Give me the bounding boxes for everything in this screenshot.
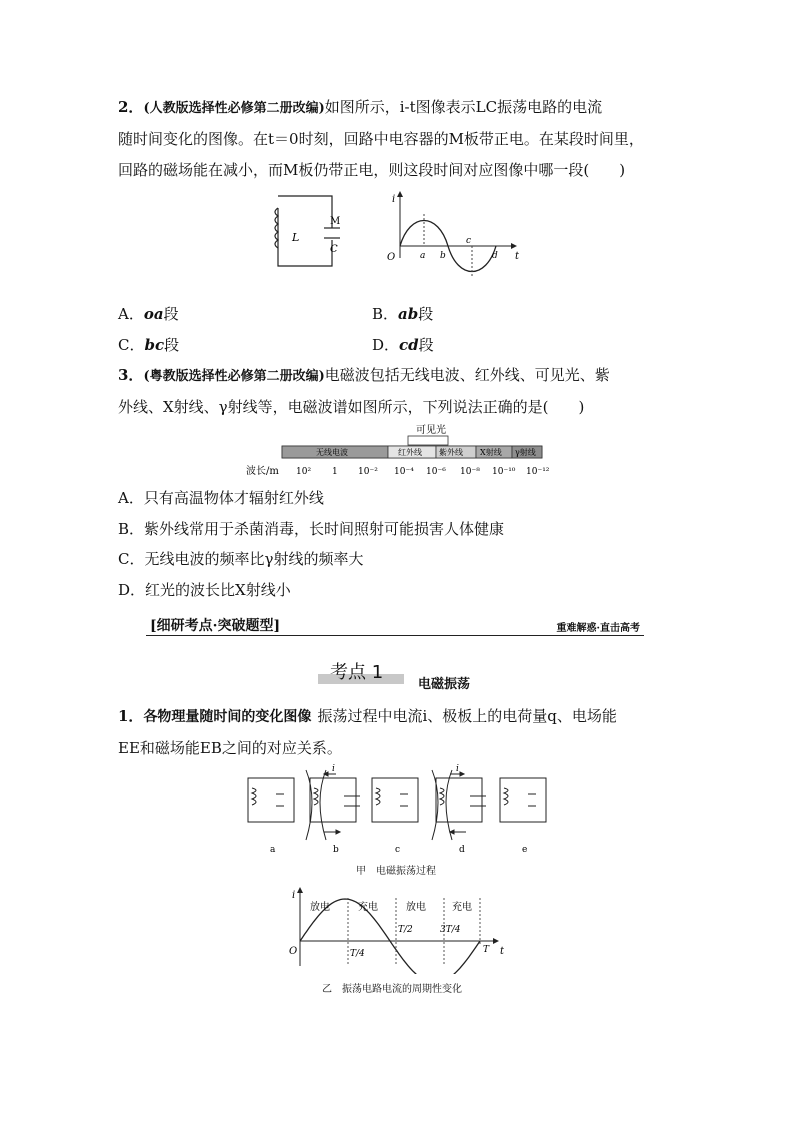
tick-2: 1 bbox=[332, 467, 338, 477]
q2-line1-text: 如图所示，i-t图像表示LC振荡电路的电流 bbox=[324, 98, 603, 116]
band-xray: X射线 bbox=[480, 448, 502, 457]
fig-jia-caption: 甲 电磁振荡过程 bbox=[356, 866, 436, 877]
tick-3t4: 3T/4 bbox=[440, 925, 461, 935]
option-letter: A． bbox=[118, 305, 144, 323]
p1-line1 bbox=[118, 706, 617, 727]
section-right: 重难解惑·直击高考 bbox=[556, 623, 640, 634]
tick-4: 10⁻⁴ bbox=[394, 467, 414, 477]
point-d: d bbox=[492, 251, 498, 261]
phase-4: 充电 bbox=[452, 902, 472, 913]
q3-line1-text: 电磁波包括无线电波、红外线、可见光、紫 bbox=[324, 366, 610, 384]
tick-3: 10⁻² bbox=[358, 467, 378, 477]
q3-option-d[interactable]: D．红光的波长比X射线小 bbox=[118, 581, 291, 599]
q2-option-c[interactable] bbox=[118, 335, 179, 355]
yi-axis-y: i bbox=[292, 890, 296, 901]
q3-option-c[interactable]: C．无线电波的频率比γ射线的频率大 bbox=[118, 550, 364, 568]
q2-number: 2． bbox=[118, 98, 144, 116]
point-a: a bbox=[420, 251, 426, 261]
section-header bbox=[146, 613, 644, 636]
band-radio: 无线电波 bbox=[316, 448, 348, 457]
p1-number: 1． bbox=[118, 707, 144, 725]
option-suffix: 段 bbox=[163, 305, 179, 323]
tick-t: T bbox=[483, 945, 490, 955]
visible-label: 可见光 bbox=[416, 425, 446, 436]
option-suffix: 段 bbox=[418, 336, 434, 354]
tick-7: 10⁻¹⁰ bbox=[492, 467, 516, 477]
phase-2: 充电 bbox=[358, 902, 378, 913]
q3-number: 3． bbox=[118, 366, 144, 384]
option-letter: C． bbox=[118, 336, 145, 354]
option-var: cd bbox=[399, 336, 419, 354]
q2-line1 bbox=[118, 97, 602, 119]
option-letter: B． bbox=[372, 305, 399, 323]
plate-label: M bbox=[330, 216, 341, 227]
option-letter: D． bbox=[372, 336, 400, 354]
tick-6: 10⁻⁸ bbox=[460, 467, 480, 477]
q2-figure bbox=[270, 188, 530, 288]
label-a: a bbox=[270, 845, 276, 855]
option-var: bc bbox=[144, 336, 165, 354]
q2-line3: 回路的磁场能在减小，而M板仍带正电，则这段时间对应图像中哪一段( ) bbox=[118, 161, 626, 179]
q2-line2: 随时间变化的图像。在t＝0时刻，回路中电容器的M板带正电。在某段时间里， bbox=[118, 130, 644, 148]
fig-yi-caption: 乙 振荡电路电流的周期性变化 bbox=[322, 984, 462, 995]
yi-axis-x: t bbox=[500, 946, 505, 957]
label-c: c bbox=[395, 845, 401, 855]
q3-line1 bbox=[118, 365, 610, 387]
q3-source: (粤教版选择性必修第二册改编) bbox=[143, 369, 325, 384]
it-graph bbox=[397, 191, 517, 278]
kaodian-title: 电磁振荡 bbox=[418, 677, 471, 692]
fig-jia bbox=[240, 762, 560, 858]
p1-line2: EE和磁场能EB之间的对应关系。 bbox=[118, 739, 342, 757]
yi-origin: O bbox=[289, 946, 298, 957]
q3-option-b[interactable]: B．紫外线常用于杀菌消毒，长时间照射可能损害人体健康 bbox=[118, 520, 505, 538]
band-uv: 紫外线 bbox=[439, 448, 463, 457]
option-var: ab bbox=[398, 305, 419, 323]
label-b: b bbox=[333, 845, 339, 855]
point-c: c bbox=[466, 236, 472, 246]
q3-option-a[interactable]: A．只有高温物体才辐射红外线 bbox=[118, 489, 324, 507]
label-e: e bbox=[522, 845, 528, 855]
p1-bold: 各物理量随时间的变化图像 bbox=[143, 709, 312, 725]
tick-8: 10⁻¹² bbox=[526, 467, 550, 477]
q2-option-a[interactable] bbox=[118, 304, 179, 324]
p1-rest: 振荡过程中电流i、极板上的电荷量q、电场能 bbox=[317, 707, 617, 725]
q2-option-d[interactable] bbox=[372, 335, 434, 355]
capacitor-label: C bbox=[330, 244, 338, 255]
tick-t2: T/2 bbox=[398, 925, 413, 935]
kaodian-badge bbox=[318, 658, 404, 684]
tick-t4: T/4 bbox=[350, 949, 365, 959]
current-label-2: i bbox=[456, 764, 459, 774]
section-left: [细研考点·突破题型] bbox=[150, 618, 281, 634]
q2-option-b[interactable] bbox=[372, 304, 433, 324]
option-suffix: 段 bbox=[164, 336, 180, 354]
graph-axis-x: t bbox=[515, 251, 520, 262]
band-gamma: γ射线 bbox=[515, 448, 536, 457]
graph-origin: O bbox=[387, 252, 396, 263]
tick-1: 10² bbox=[296, 467, 312, 477]
phase-1: 放电 bbox=[310, 902, 330, 913]
graph-axis-y: i bbox=[392, 194, 396, 205]
wavelength-label: 波长/m bbox=[246, 466, 279, 477]
inductor-label: L bbox=[292, 231, 300, 244]
badge-text: 考点 1 bbox=[330, 662, 384, 683]
q2-source: (人教版选择性必修第二册改编) bbox=[143, 101, 325, 116]
band-infrared: 红外线 bbox=[398, 448, 422, 457]
point-b: b bbox=[440, 251, 446, 261]
q3-line2: 外线、X射线、γ射线等，电磁波谱如图所示，下列说法正确的是( ) bbox=[118, 398, 585, 416]
lc-circuit bbox=[275, 196, 340, 266]
label-d: d bbox=[459, 845, 465, 855]
spectrum-figure bbox=[240, 424, 560, 480]
option-var: oa bbox=[143, 305, 164, 323]
tick-5: 10⁻⁶ bbox=[426, 467, 446, 477]
current-label-1: i bbox=[332, 764, 335, 774]
fig-yi bbox=[286, 886, 516, 974]
option-suffix: 段 bbox=[418, 305, 434, 323]
phase-3: 放电 bbox=[406, 902, 426, 913]
